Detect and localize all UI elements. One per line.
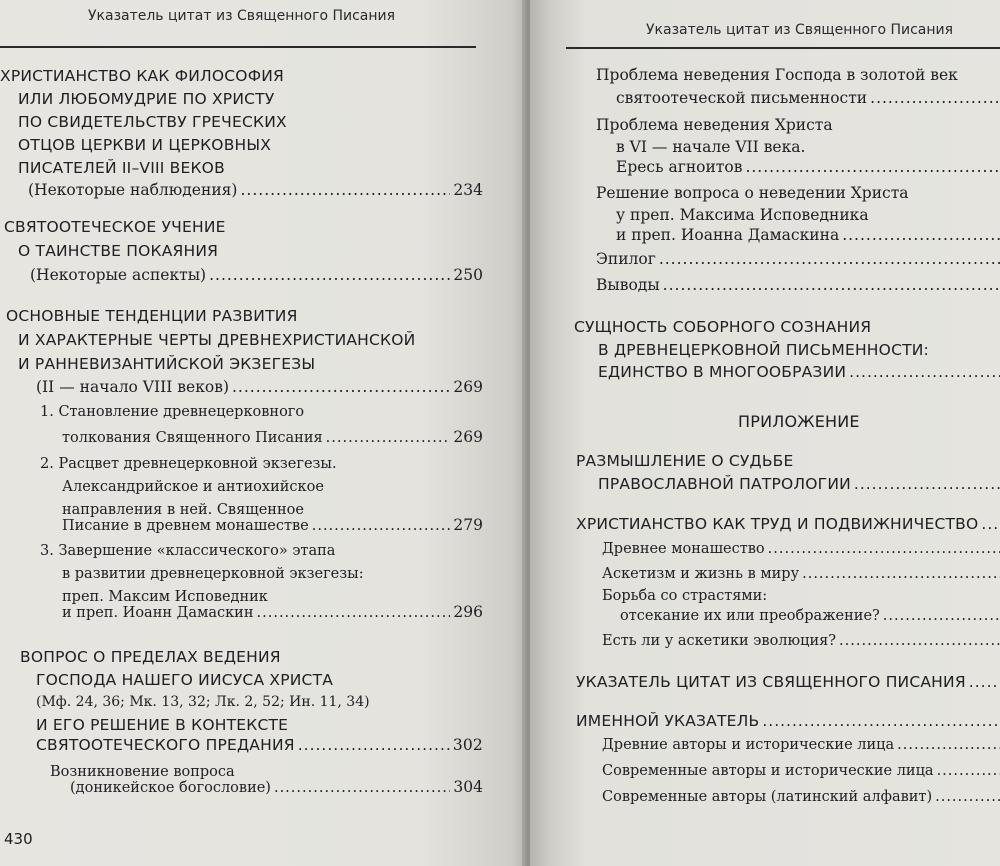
running-head-right: Указатель цитат из Священного Писания (646, 22, 954, 38)
leader-dots (745, 158, 1000, 176)
toc-entry-name-index[interactable] (576, 712, 1000, 730)
leader-dots (762, 712, 1000, 730)
s3-item2-line1: 2. Расцвет древнецерковной экзегезы. (40, 456, 337, 472)
leader-dots (854, 475, 1000, 493)
toc-entry-r2[interactable] (616, 158, 1000, 176)
leader-dots (232, 378, 450, 396)
s4-item1-line2: (доникейское богословие) (70, 780, 271, 796)
leader-dots (209, 266, 450, 284)
leader-dots (981, 515, 1000, 533)
s2-title-2: О ТАИНСТВЕ ПОКАЯНИЯ (18, 242, 219, 260)
s3-title-2: И ХАРАКТЕРНЫЕ ЧЕРТЫ ДРЕВНЕХРИСТИАНСКОЙ (18, 331, 416, 349)
r-e3-line2: у преп. Максима Исповедника (616, 206, 869, 224)
r-sobor-line3: ЕДИНСТВО В МНОГООБРАЗИИ (598, 363, 847, 381)
toc-entry-s2[interactable] (30, 266, 483, 284)
right-page (530, 0, 1000, 866)
leader-dots (883, 608, 1000, 624)
toc-entry-s3-item2[interactable] (62, 516, 483, 534)
s1-title-4: ОТЦОВ ЦЕРКВИ И ЦЕРКОВНЫХ (18, 136, 272, 154)
s1-title-3: ПО СВИДЕТЕЛЬСТВУ ГРЕЧЕСКИХ (18, 113, 287, 131)
leader-dots (839, 633, 1000, 649)
leader-dots (768, 541, 1000, 557)
leader-dots (937, 763, 1000, 779)
toc-entry-labor-3[interactable] (620, 608, 1000, 624)
s2-title-1: СВЯТООТЕЧЕСКОЕ УЧЕНИЕ (4, 218, 226, 236)
r-labor-item4: Есть ли у аскетики эволюция? (602, 633, 837, 649)
s3-page: 269 (453, 378, 483, 396)
s1-title-5: ПИСАТЕЛЕЙ II–VIII ВЕКОВ (18, 159, 225, 177)
r-e1-line2: святоотеческой письменности (616, 89, 868, 107)
s3-item2-line2: Александрийское и антиохийское (62, 479, 324, 495)
toc-entry-sobor[interactable] (598, 363, 1000, 381)
r-name-index-title: ИМЕННОЙ УКАЗАТЕЛЬ (576, 712, 760, 730)
s3-title-1: ОСНОВНЫЕ ТЕНДЕНЦИИ РАЗВИТИЯ (6, 307, 298, 325)
toc-entry-patrology[interactable] (598, 475, 1000, 493)
leader-dots (802, 566, 1000, 582)
r-epilogue: Эпилог (596, 250, 656, 268)
s1-subtitle: (Некоторые наблюдения) (28, 181, 238, 199)
s4-title-5: СВЯТООТЕЧЕСКОГО ПРЕДАНИЯ (36, 736, 295, 754)
s3-item3-line4: и преп. Иоанн Дамаскин (62, 605, 254, 621)
toc-entry-name-index-1[interactable] (602, 737, 1000, 753)
toc-entry-r3[interactable] (616, 226, 1000, 244)
toc-entry-name-index-2[interactable] (602, 763, 1000, 779)
r-e3-line1: Решение вопроса о неведении Христа (596, 184, 909, 202)
s2-subtitle: (Некоторые аспекты) (30, 266, 207, 284)
s4-title-1: ВОПРОС О ПРЕДЕЛАХ ВЕДЕНИЯ (20, 648, 281, 666)
leader-dots (274, 780, 450, 796)
r-e1-line1: Проблема неведения Господа в золотой век (596, 66, 958, 84)
leader-dots (842, 226, 1000, 244)
toc-entry-s3-item1[interactable] (62, 428, 483, 446)
r-e3-line3: и преп. Иоанна Дамаскина (616, 226, 840, 244)
s3-item1-line1: 1. Становление древнецерковного (40, 404, 305, 420)
s3-item2-page: 279 (453, 516, 483, 534)
s3-item3-page: 296 (453, 603, 483, 621)
r-e2-line2: в VI — начале VII века. (616, 138, 806, 156)
r-conclusions: Выводы (596, 276, 660, 294)
leader-dots (663, 276, 1000, 294)
s3-item3-line2: в развитии древнецерковной экзегезы: (62, 566, 364, 582)
leader-dots (298, 736, 450, 754)
s1-title-2: ИЛИ ЛЮБОМУДРИЕ ПО ХРИСТУ (18, 90, 275, 108)
r-patrology-line1: РАЗМЫШЛЕНИЕ О СУДЬБЕ (576, 452, 794, 470)
toc-entry-s3-item3[interactable] (62, 603, 483, 621)
toc-entry-r1[interactable] (616, 89, 1000, 107)
leader-dots (240, 181, 450, 199)
toc-entry-labor[interactable] (576, 515, 1000, 533)
toc-entry-s1[interactable] (28, 181, 483, 199)
r-name-index-item2: Современные авторы и исторические лица (602, 763, 934, 779)
running-head-left: Указатель цитат из Священного Писания (88, 8, 396, 24)
toc-entry-s4[interactable] (36, 736, 483, 754)
r-labor-item3-line1: Борьба со страстями: (602, 588, 768, 604)
s1-title-1: ХРИСТИАНСТВО КАК ФИЛОСОФИЯ (0, 67, 285, 85)
r-sobor-line1: СУЩНОСТЬ СОБОРНОГО СОЗНАНИЯ (574, 318, 872, 336)
s3-item3-line3: преп. Максим Исповедник (62, 589, 268, 605)
s3-item3-line1: 3. Завершение «классического» этапа (40, 543, 336, 559)
toc-entry-labor-4[interactable] (602, 633, 1000, 649)
r-labor-item2: Аскетизм и жизнь в миру (602, 566, 800, 582)
page-number-left: 430 (4, 830, 33, 848)
r-name-index-item3: Современные авторы (латинский алфавит) (602, 789, 933, 805)
toc-entry-scripture-index[interactable] (576, 673, 1000, 691)
s1-page: 234 (453, 181, 483, 199)
s4-title-3: (Мф. 24, 36; Мк. 13, 32; Лк. 2, 52; Ин. 11, 34) (36, 694, 370, 710)
leader-dots (870, 89, 1000, 107)
s4-page: 302 (452, 736, 483, 754)
toc-entry-labor-1[interactable] (602, 541, 1000, 557)
leader-dots (326, 430, 451, 446)
s3-item1-page: 269 (453, 428, 483, 446)
s2-page: 250 (453, 266, 483, 284)
leader-dots (969, 673, 1000, 691)
s4-title-2: ГОСПОДА НАШЕГО ИИСУСА ХРИСТА (36, 671, 334, 689)
r-labor-title: ХРИСТИАНСТВО КАК ТРУД И ПОДВИЖНИЧЕСТВО (576, 515, 979, 533)
s3-item2-line3: направления в ней. Священное (62, 502, 304, 518)
r-patrology-line2: ПРАВОСЛАВНОЙ ПАТРОЛОГИИ (598, 475, 851, 493)
s3-item1-line2: толкования Священного Писания (62, 430, 323, 446)
r-labor-item1: Древнее монашество (602, 541, 765, 557)
header-rule-right (566, 47, 1000, 49)
leader-dots (312, 518, 451, 534)
header-rule-left (0, 46, 476, 48)
toc-entry-s3[interactable] (36, 378, 483, 396)
toc-entry-s4-item1[interactable] (70, 778, 483, 796)
r-e2-line1: Проблема неведения Христа (596, 116, 833, 134)
toc-entry-name-index-3[interactable] (602, 789, 1000, 805)
toc-entry-conclusions[interactable] (596, 276, 1000, 294)
r-labor-item3-line2: отсекание их или преображение? (620, 608, 880, 624)
leader-dots (257, 605, 451, 621)
r-sobor-line2: В ДРЕВНЕЦЕРКОВНОЙ ПИСЬМЕННОСТИ: (598, 341, 929, 359)
r-e2-line3: Ересь агноитов (616, 158, 743, 176)
leader-dots (897, 737, 1000, 753)
s3-item2-line4: Писание в древнем монашестве (62, 518, 309, 534)
r-scripture-index: УКАЗАТЕЛЬ ЦИТАТ ИЗ СВЯЩЕННОГО ПИСАНИЯ (576, 673, 966, 691)
s3-subtitle: (II — начало VIII веков) (36, 378, 229, 396)
leader-dots (849, 363, 1000, 381)
leader-dots (935, 789, 1000, 805)
toc-entry-labor-2[interactable] (602, 566, 1000, 582)
s4-title-4: И ЕГО РЕШЕНИЕ В КОНТЕКСТЕ (36, 716, 289, 734)
appendix-heading: ПРИЛОЖЕНИЕ (738, 412, 860, 431)
toc-entry-epilogue[interactable] (596, 250, 1000, 268)
s3-title-3: И РАННЕВИЗАНТИЙСКОЙ ЭКЗЕГЕЗЫ (18, 355, 316, 373)
leader-dots (659, 250, 1000, 268)
s4-item1-page: 304 (453, 778, 483, 796)
r-name-index-item1: Древние авторы и исторические лица (602, 737, 895, 753)
s4-item1-line1: Возникновение вопроса (50, 764, 235, 780)
